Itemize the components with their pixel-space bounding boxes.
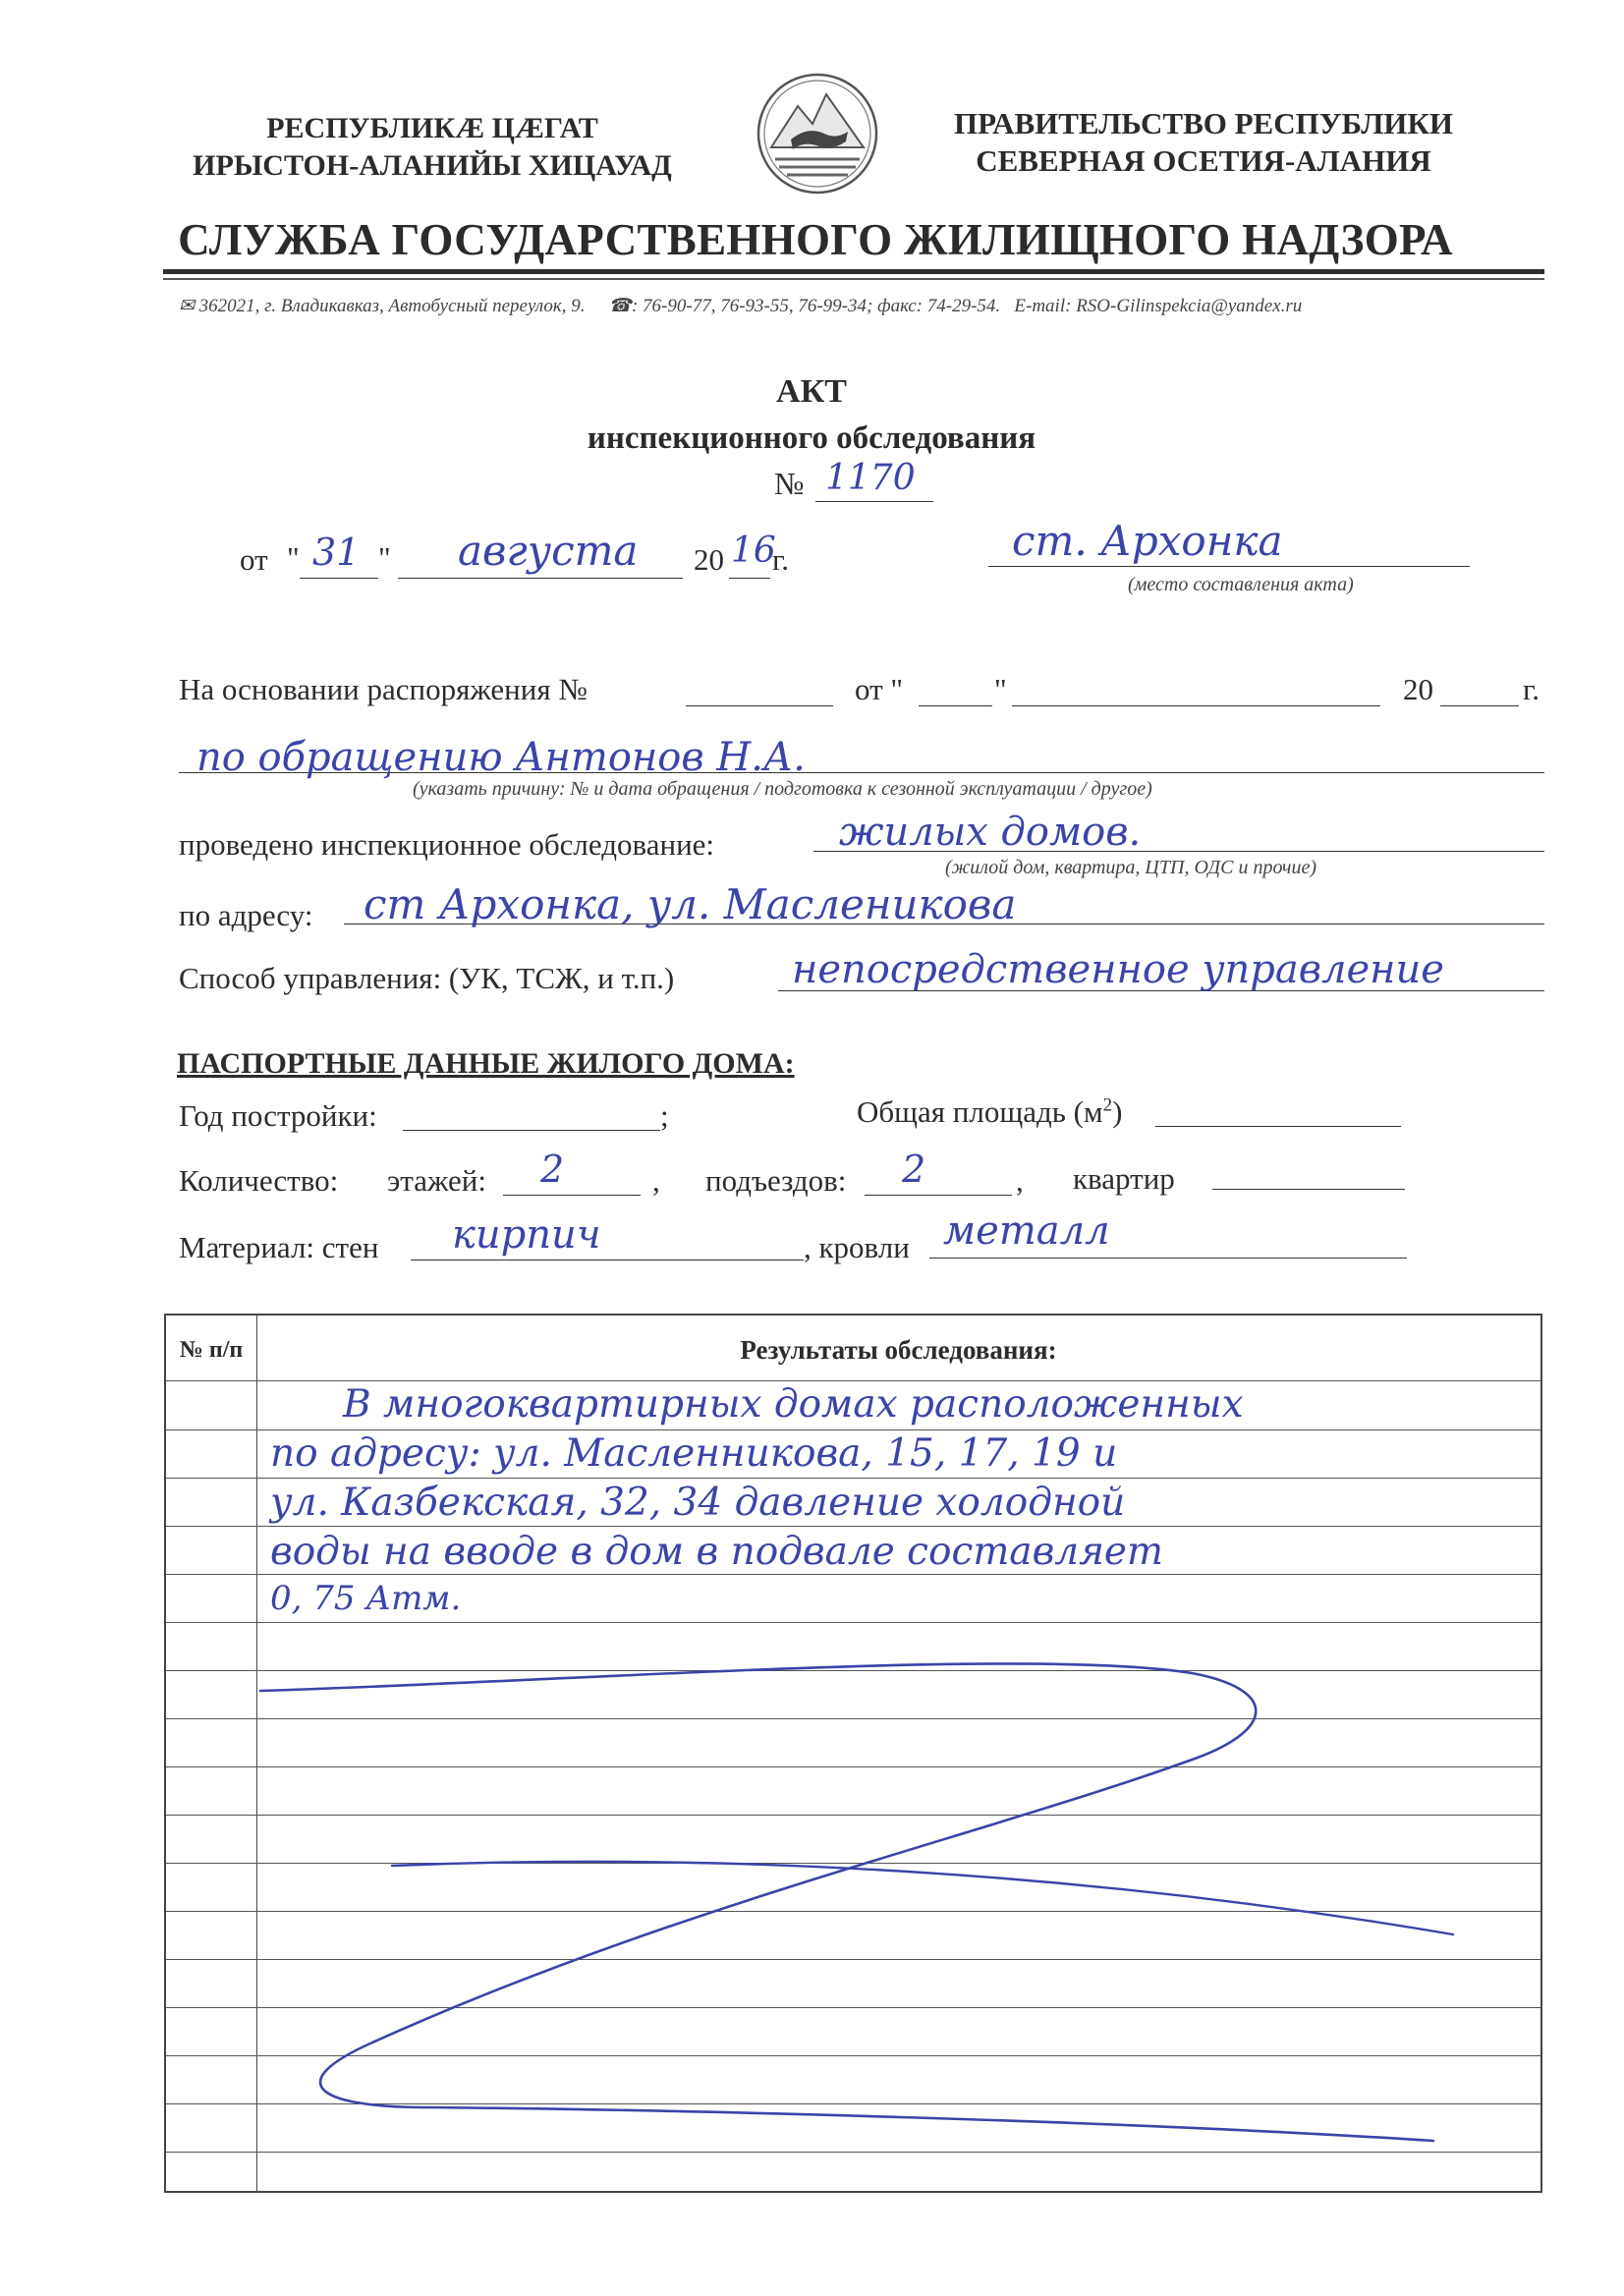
z-strikeout-mark xyxy=(166,1316,1544,2195)
month-line xyxy=(398,578,683,579)
col-number-header: № п/п xyxy=(179,1337,244,1363)
date-year-unit: г. xyxy=(772,542,789,577)
roof-line xyxy=(929,1258,1407,1259)
inspection-value: жилых домов. xyxy=(839,810,1142,855)
result-line-1: В многоквартирных домах расположенных xyxy=(343,1382,1244,1427)
results-table xyxy=(164,1314,1542,2193)
header-right-line1: ПРАВИТЕЛЬСТВО РЕСПУБЛИКИ xyxy=(953,106,1454,140)
act-title: АКТ xyxy=(776,373,847,410)
date-year-prefix: 20 xyxy=(694,542,724,577)
walls-value: кирпич xyxy=(452,1212,601,1258)
phones: : 76-90-77, 76-93-55, 76-99-34; факс: 74-29-54. xyxy=(631,296,1001,316)
address-value: ст Архонка, ул. Масленикова xyxy=(364,880,1017,928)
reason-hint: (указать причину: № и дата обращения / подготовка к сезонной эксплуатации / другое) xyxy=(413,778,1152,800)
basis-year-prefix: 20 xyxy=(1403,672,1433,706)
postal-address: 362021, г. Владикавказ, Автобусный переулок, 9. xyxy=(198,296,586,316)
area-label-close: ) xyxy=(1112,1094,1123,1129)
date-year-suffix: 16 xyxy=(731,531,776,571)
floors-line xyxy=(503,1195,641,1196)
roof-label: , кровли xyxy=(804,1230,910,1264)
basis-from-label: от " xyxy=(855,672,904,706)
contact-line xyxy=(179,295,1302,317)
flats-label: квартир xyxy=(1073,1161,1175,1196)
material-label: Материал: стен xyxy=(179,1230,379,1264)
act-number-line xyxy=(815,501,933,502)
address-label: по адресу: xyxy=(179,898,313,932)
order-month-line xyxy=(1012,705,1380,706)
place-value: ст. Архонка xyxy=(1012,517,1283,565)
basis-label: На основании распоряжения № xyxy=(179,672,588,706)
result-line-4: воды на вводе в дом в подвале составляет xyxy=(270,1530,1163,1574)
result-line-2: по адресу: ул. Масленникова, 15, 17, 19 и xyxy=(270,1431,1118,1476)
header-left-line1: РЕСПУБЛИКӔ ЦӔГАТ xyxy=(266,112,598,144)
place-line xyxy=(988,566,1470,567)
inspection-label: проведено инспекционное обследование: xyxy=(179,827,715,862)
area-label xyxy=(857,1094,1122,1130)
email: E-mail: RSO-Gilinspekcia@yandex.ru xyxy=(1014,296,1303,316)
order-number-line xyxy=(686,705,833,706)
build-year-line xyxy=(403,1130,660,1131)
agency-title: СЛУЖБА ГОСУДАРСТВЕННОГО ЖИЛИЩНОГО НАДЗОРА xyxy=(178,215,1453,264)
day-line xyxy=(300,578,378,579)
floors-label: этажей: xyxy=(387,1163,486,1198)
reason-value: по обращению Антонов Н.А. xyxy=(196,735,806,780)
flats-line xyxy=(1212,1189,1405,1190)
entrances-line xyxy=(865,1195,1012,1196)
order-day-line xyxy=(919,705,992,706)
build-year-label: Год постройки: xyxy=(179,1098,377,1133)
envelope-icon: ✉ xyxy=(179,296,199,316)
header-left-line2: ИРЫСТОН-АЛАНИЙЫ ХИЦАУАД xyxy=(193,149,672,182)
year-line xyxy=(729,578,770,579)
entrances-label: подъездов: xyxy=(705,1163,847,1198)
result-line-3: ул. Казбекская, 32, 34 давление холодной xyxy=(270,1481,1126,1525)
floors-comma: , xyxy=(652,1163,660,1198)
management-label: Способ управления: (УК, ТСЖ, и т.п.) xyxy=(179,961,675,995)
act-number-value: 1170 xyxy=(825,458,916,498)
act-number-label: № xyxy=(774,466,805,501)
management-value: непосредственное управление xyxy=(792,947,1444,992)
basis-quote-close: " xyxy=(994,672,1007,706)
date-quote-open: " xyxy=(287,540,300,575)
count-label: Количество: xyxy=(179,1163,339,1198)
header-rule-thick xyxy=(163,269,1544,274)
result-line-5: 0, 75 Атм. xyxy=(270,1579,462,1618)
floors-value: 2 xyxy=(540,1148,565,1191)
passport-heading: ПАСПОРТНЫЕ ДАННЫЕ ЖИЛОГО ДОМА: xyxy=(177,1047,795,1080)
coat-of-arms-emblem xyxy=(754,71,881,196)
order-year-line xyxy=(1440,705,1519,706)
telephone-icon: ☎ xyxy=(608,296,632,316)
area-label-text: Общая площадь (м xyxy=(857,1094,1103,1129)
date-month: августа xyxy=(458,527,639,575)
build-year-semicolon: ; xyxy=(660,1098,669,1133)
entrances-comma: , xyxy=(1016,1163,1024,1198)
date-quote-close: " xyxy=(378,540,391,575)
header-right-line2: СЕВЕРНАЯ ОСЕТИЯ-АЛАНИЯ xyxy=(976,143,1431,178)
col-results-header: Результаты обследования: xyxy=(740,1335,1057,1365)
area-line xyxy=(1155,1126,1401,1127)
basis-year-unit: г. xyxy=(1523,672,1540,706)
area-label-sup: 2 xyxy=(1102,1094,1113,1116)
entrances-value: 2 xyxy=(902,1148,926,1191)
date-from-label: от xyxy=(240,542,268,577)
header-rule-thin xyxy=(163,278,1544,280)
act-subtitle: инспекционного обследования xyxy=(587,420,1036,456)
date-day: 31 xyxy=(312,531,361,574)
place-hint: (место составления акта) xyxy=(1128,574,1354,595)
inspection-hint: (жилой дом, квартира, ЦТП, ОДС и прочие) xyxy=(945,857,1317,878)
roof-value: металл xyxy=(943,1208,1110,1254)
